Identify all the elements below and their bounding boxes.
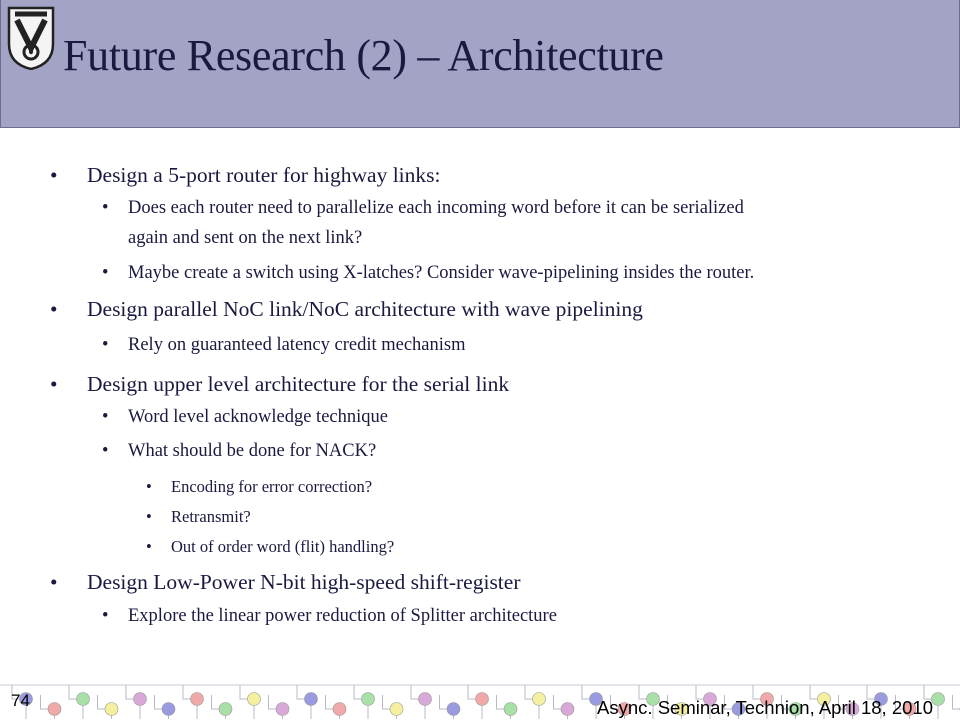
- bullet-level-3: Encoding for error correction?: [171, 477, 373, 496]
- bullet-marker: •: [146, 477, 152, 496]
- bullet-level-2: Word level acknowledge technique: [128, 407, 388, 427]
- bullet-marker: •: [102, 606, 109, 626]
- bullet-level-1: Design Low-Power N-bit high-speed shift-register: [87, 570, 521, 594]
- bullet-marker: •: [146, 507, 152, 526]
- bullet-marker: •: [146, 537, 152, 556]
- bullet-level-1: Design upper level architecture for the serial link: [87, 372, 510, 396]
- bullet-level-2: Explore the linear power reduction of Splitter architecture: [128, 606, 557, 626]
- bullet-marker: •: [50, 372, 58, 396]
- slide-title: Future Research (2) – Architecture: [63, 31, 664, 80]
- bullet-marker: •: [102, 335, 109, 355]
- bullet-marker: •: [102, 198, 109, 218]
- bullet-marker: •: [50, 163, 58, 187]
- bullet-level-1: Design parallel NoC link/NoC architecture with wave pipelining: [87, 297, 643, 321]
- bullet-level-2: Rely on guaranteed latency credit mechanism: [128, 335, 466, 355]
- bullet-marker: •: [102, 441, 109, 461]
- bullet-level-2: Maybe create a switch using X-latches? Consider wave-pipelining insides the router.: [128, 263, 755, 283]
- bullet-level-2: again and sent on the next link?: [128, 228, 363, 248]
- bullet-level-1: Design a 5-port router for highway links:: [87, 163, 441, 187]
- footer-text: Async. Seminar, Technion, April 18, 2010: [597, 697, 933, 718]
- bullet-level-3: Retransmit?: [171, 507, 251, 526]
- bullet-marker: •: [50, 297, 58, 321]
- bullet-level-2: What should be done for NACK?: [128, 441, 377, 461]
- bullet-level-2: Does each router need to parallelize each incoming word before it can be serialized: [128, 198, 744, 218]
- bullet-marker: •: [102, 407, 109, 427]
- bullet-marker: •: [50, 570, 58, 594]
- slide-number: 74: [11, 691, 30, 710]
- bullet-level-3: Out of order word (flit) handling?: [171, 537, 395, 556]
- bullet-marker: •: [102, 263, 109, 283]
